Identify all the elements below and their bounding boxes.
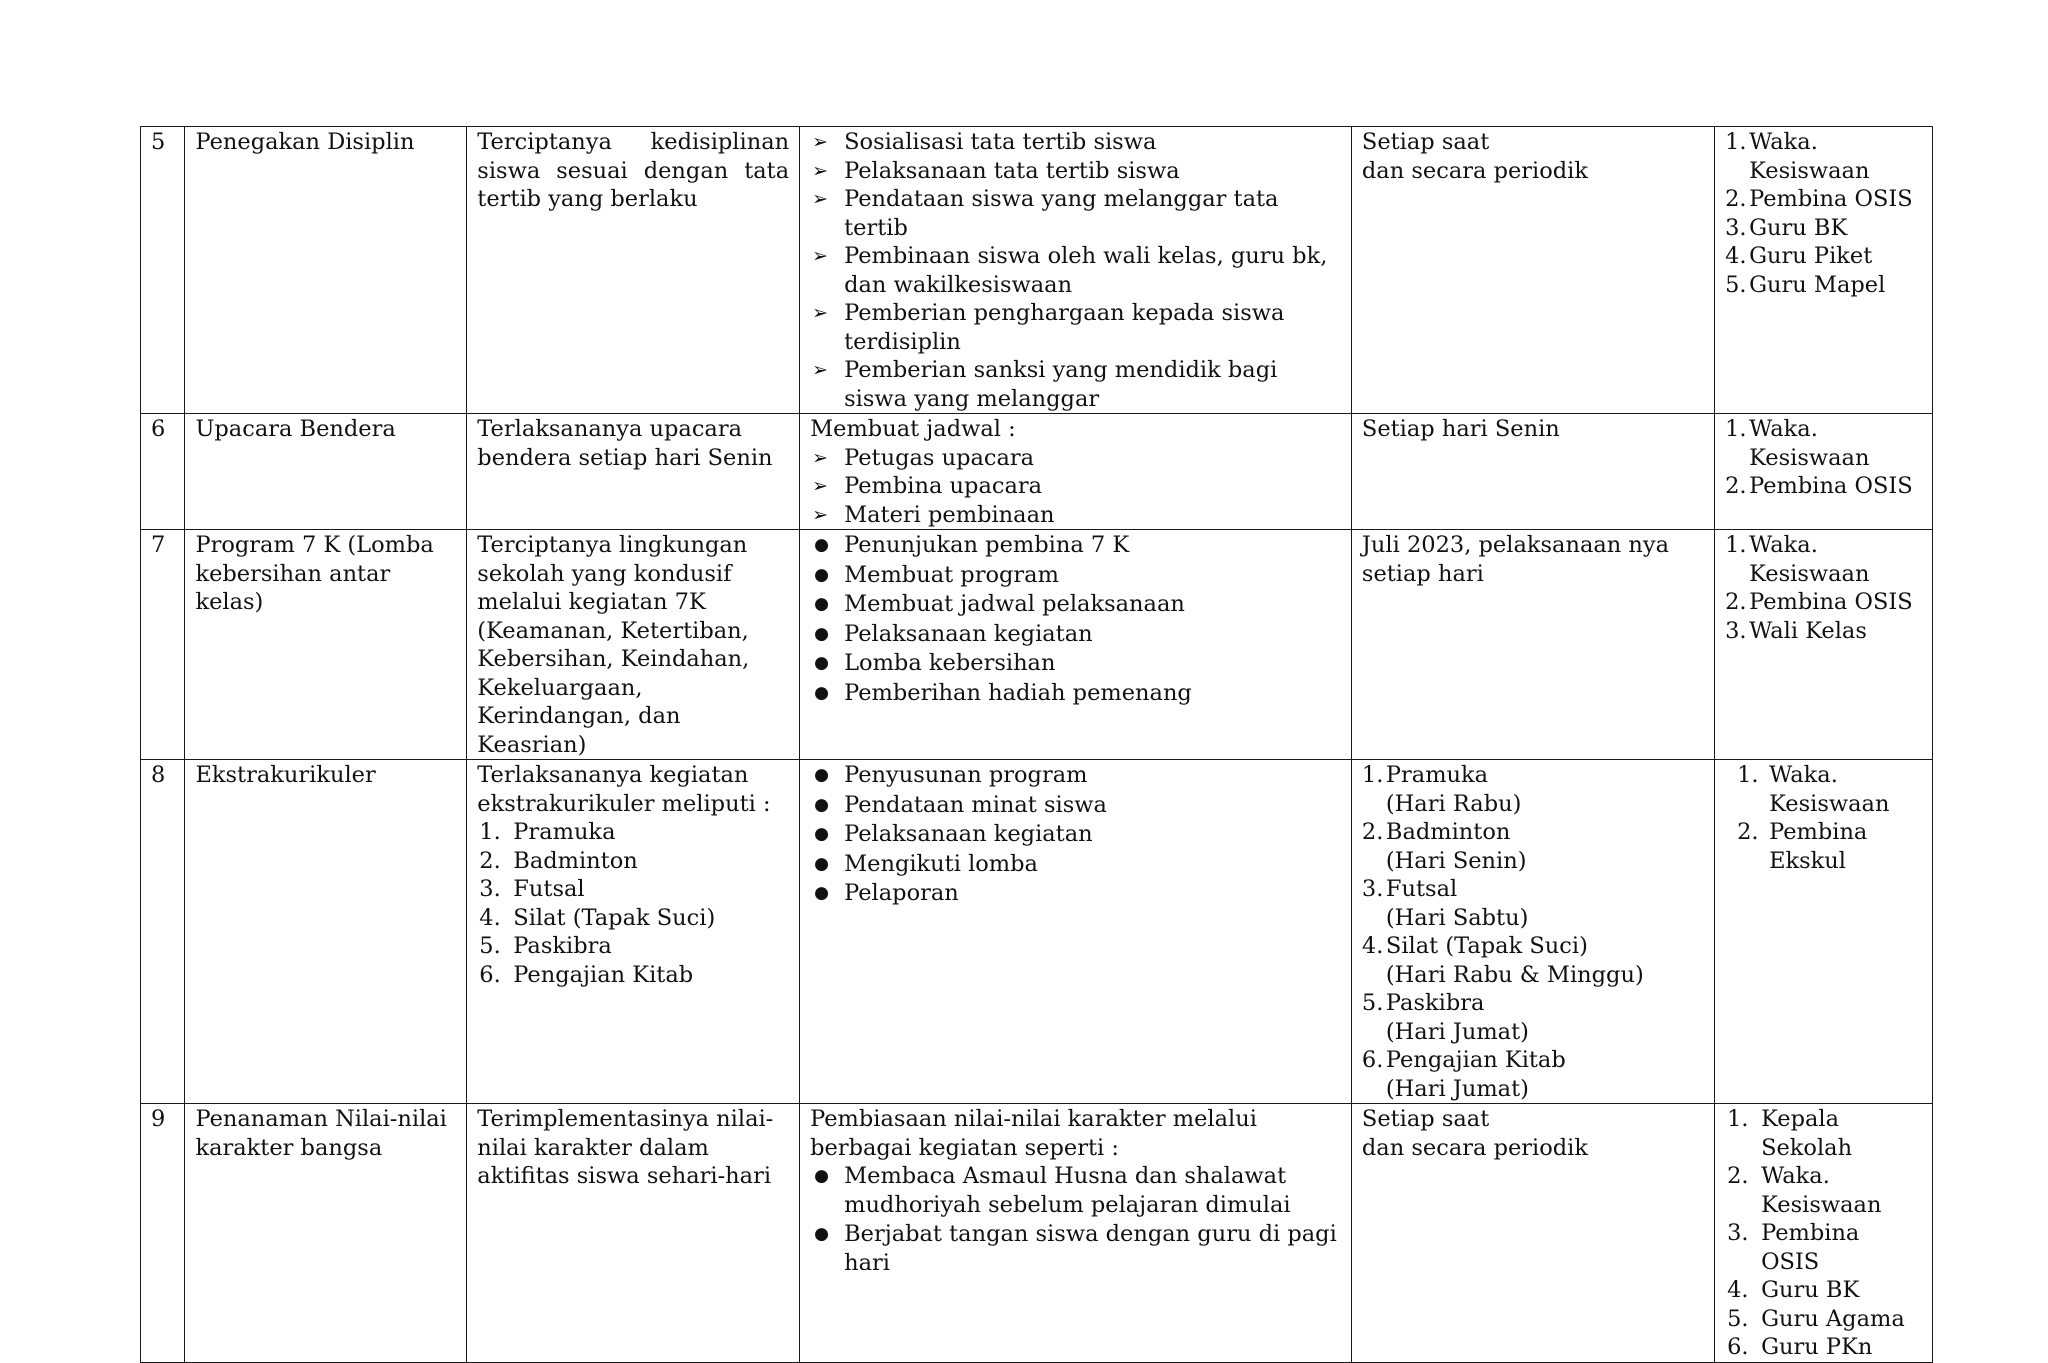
list-item: ● Penyusunan program [814,762,1088,788]
arrow-bullet-icon: ➢ [812,245,829,267]
bullet-icon: ● [814,1224,829,1244]
program-name: Penanaman Nilai-nilai karakter bangsa [185,1104,467,1363]
time-line: dan secara periodik [1361,157,1589,184]
list-item: ● Mengikuti lomba [814,850,1038,877]
program-time [1351,760,1714,1104]
ekskul-list [477,818,789,989]
time-line: Setiap saat [1361,1106,1490,1132]
row-number: 5 [141,127,185,414]
activity-list [810,128,1341,413]
list-item: 2. Pembina Ekskul [1737,819,1868,874]
activities-intro: Pembiasaan nilai-nilai karakter melalui berbagai kegiatan seperti : [810,1106,1257,1161]
list-item: 6. Pengajian Kitab [479,961,694,988]
table-row [141,760,1933,1104]
list-item: ➢ Pendataan siswa yang melanggar tata tertib [812,186,1279,241]
program-goal: Terlaksananya upacara bendera setiap hari Senin [467,414,800,530]
program-name: Upacara Bendera [185,414,467,530]
list-item: 2. Pembina OSIS [1725,186,1913,212]
list-item: ➢ Petugas upacara [812,444,1035,471]
schedule-list [1362,761,1704,1103]
list-item: 3. Guru BK [1725,214,1848,241]
activity-list [810,761,1341,908]
bullet-icon: ● [814,653,829,673]
program-pic [1715,127,1933,414]
list-item: 1. Waka. Kesiswaan [1737,762,1890,817]
arrow-bullet-icon: ➢ [812,302,829,324]
bullet-icon: ● [814,682,829,703]
list-item: ➢ Pelaksanaan tata tertib siswa [812,157,1180,184]
row-number: 7 [141,530,185,760]
program-name: Ekstrakurikuler [185,760,467,1104]
activity-list [810,444,1341,530]
list-item: 5. Paskibra (Hari Jumat) [1361,990,1529,1045]
program-goal: Terimplementasinya nilai-nilai karakter dalam aktifitas siswa sehari-hari [467,1104,800,1363]
program-goal: Terciptanya lingkungan sekolah yang kondusif melalui kegiatan 7K (Keamanan, Ketertiban, Kebersihan, Keindahan, Kekeluargaan, Kerindangan, dan Keasrian) [467,530,800,760]
program-activities [800,760,1352,1104]
list-item: 4. Guru Piket [1725,243,1873,269]
activity-list [810,1162,1341,1277]
list-item: 2. Badminton [479,847,638,874]
list-item: 3. Wali Kelas [1725,617,1867,644]
program-goal: Terciptanya kedisiplinan siswa sesuai dengan tata tertib yang berlaku [467,127,800,414]
list-item: ● Membuat program [814,561,1059,588]
list-item: ● Membaca Asmaul Husna dan shalawat mudhoriyah sebelum pelajaran dimulai [814,1163,1291,1218]
bullet-icon: ● [814,1166,829,1186]
program-pic [1715,414,1933,530]
bullet-icon: ● [814,794,829,815]
program-pic [1715,530,1933,760]
list-item: 3. Pembina OSIS [1727,1220,1860,1275]
activities-intro: Membuat jadwal : [810,416,1016,442]
list-item: ● Membuat jadwal pelaksanaan [814,591,1185,617]
arrow-bullet-icon: ➢ [812,475,829,497]
list-item: ➢ Pembina upacara [812,473,1043,499]
program-time [1351,127,1714,414]
list-item: 2. Badminton (Hari Senin) [1361,819,1527,874]
program-time [1351,530,1714,760]
list-item: ● Penunjukan pembina 7 K [814,532,1130,558]
arrow-bullet-icon: ➢ [812,159,829,182]
list-item: 1. Pramuka (Hari Rabu) [1361,762,1522,817]
list-item: 1. Waka. Kesiswaan [1725,416,1870,471]
program-table [140,126,1933,1363]
program-activities [800,414,1352,530]
list-item: 5. Guru Agama [1727,1305,1905,1332]
program-name: Program 7 K (Lomba kebersihan antar kelas) [185,530,467,760]
pic-list [1725,761,1922,875]
list-item: 6. Pengajian Kitab (Hari Jumat) [1361,1047,1566,1102]
list-item: 4. Silat (Tapak Suci) (Hari Rabu & Minggu) [1361,933,1644,988]
list-item: 3. Futsal [479,876,585,902]
bullet-icon: ● [814,623,829,644]
goal-intro: Terlaksananya kegiatan ekstrakurikuler meliputi : [477,762,771,817]
list-item: 5. Guru Mapel [1725,271,1886,298]
list-item: ➢ Sosialisasi tata tertib siswa [812,129,1157,155]
list-item: 6. Guru PKn [1727,1334,1873,1360]
bullet-icon: ● [814,765,829,785]
list-item: ● Pelaporan [814,880,959,906]
table-row [141,530,1933,760]
list-item: ➢ Pemberian penghargaan kepada siswa terdisiplin [812,300,1285,355]
time-line: Juli 2023, pelaksanaan nya setiap hari [1361,532,1670,587]
bullet-icon: ● [814,594,829,614]
list-item: ● Pendataan minat siswa [814,791,1107,818]
bullet-icon: ● [814,564,829,585]
list-item: 4. Guru BK [1727,1277,1860,1303]
program-activities [800,127,1352,414]
list-item: 1. Kepala Sekolah [1727,1106,1853,1161]
program-time [1351,414,1714,530]
arrow-bullet-icon: ➢ [812,359,829,381]
list-item: ● Pemberihan hadiah pemenang [814,679,1192,706]
time-line: Setiap saat [1361,129,1490,155]
table-row [141,127,1933,414]
list-item: 2. Pembina OSIS [1725,589,1913,615]
row-number: 8 [141,760,185,1104]
arrow-bullet-icon: ➢ [812,446,829,469]
bullet-icon: ● [814,535,829,555]
list-item: 4. Silat (Tapak Suci) [479,904,716,931]
list-item: ➢ Materi pembinaan [812,501,1055,528]
list-item: ● Pelaksanaan kegiatan [814,821,1093,847]
arrow-bullet-icon: ➢ [812,503,829,526]
arrow-bullet-icon: ➢ [812,131,829,153]
time-line: Setiap hari Senin [1361,416,1560,442]
list-item: 2. Waka. Kesiswaan [1727,1163,1882,1218]
list-item: 5. Paskibra [479,933,612,959]
arrow-bullet-icon: ➢ [812,188,829,210]
pic-list [1725,1105,1922,1362]
program-activities [800,1104,1352,1363]
program-activities [800,530,1352,760]
list-item: ● Pelaksanaan kegiatan [814,620,1093,647]
bullet-icon: ● [814,853,829,874]
list-item: ➢ Pemberian sanksi yang mendidik bagi siswa yang melanggar [812,357,1278,412]
bullet-icon: ● [814,883,829,903]
program-goal [467,760,800,1104]
program-pic [1715,760,1933,1104]
list-item: ● Lomba kebersihan [814,650,1056,676]
list-item: 1. Waka. Kesiswaan [1725,532,1870,587]
list-item: ➢ Pembinaan siswa oleh wali kelas, guru bk, dan wakilkesiswaan [812,243,1328,298]
pic-list [1725,415,1922,501]
program-time [1351,1104,1714,1363]
list-item: 1. Waka. Kesiswaan [1725,129,1870,184]
list-item: ● Berjabat tangan siswa dengan guru di pagi hari [814,1221,1337,1276]
list-item: 2. Pembina OSIS [1725,473,1913,499]
table-row [141,414,1933,530]
program-pic [1715,1104,1933,1363]
time-line: dan secara periodik [1361,1134,1589,1161]
row-number: 6 [141,414,185,530]
program-name: Penegakan Disiplin [185,127,467,414]
list-item: 1. Pramuka [479,819,616,845]
list-item: 3. Futsal (Hari Sabtu) [1361,876,1529,931]
pic-list [1725,128,1922,299]
table-row [141,1104,1933,1363]
pic-list [1725,531,1922,645]
bullet-icon: ● [814,824,829,844]
row-number: 9 [141,1104,185,1363]
activity-list [810,531,1341,707]
